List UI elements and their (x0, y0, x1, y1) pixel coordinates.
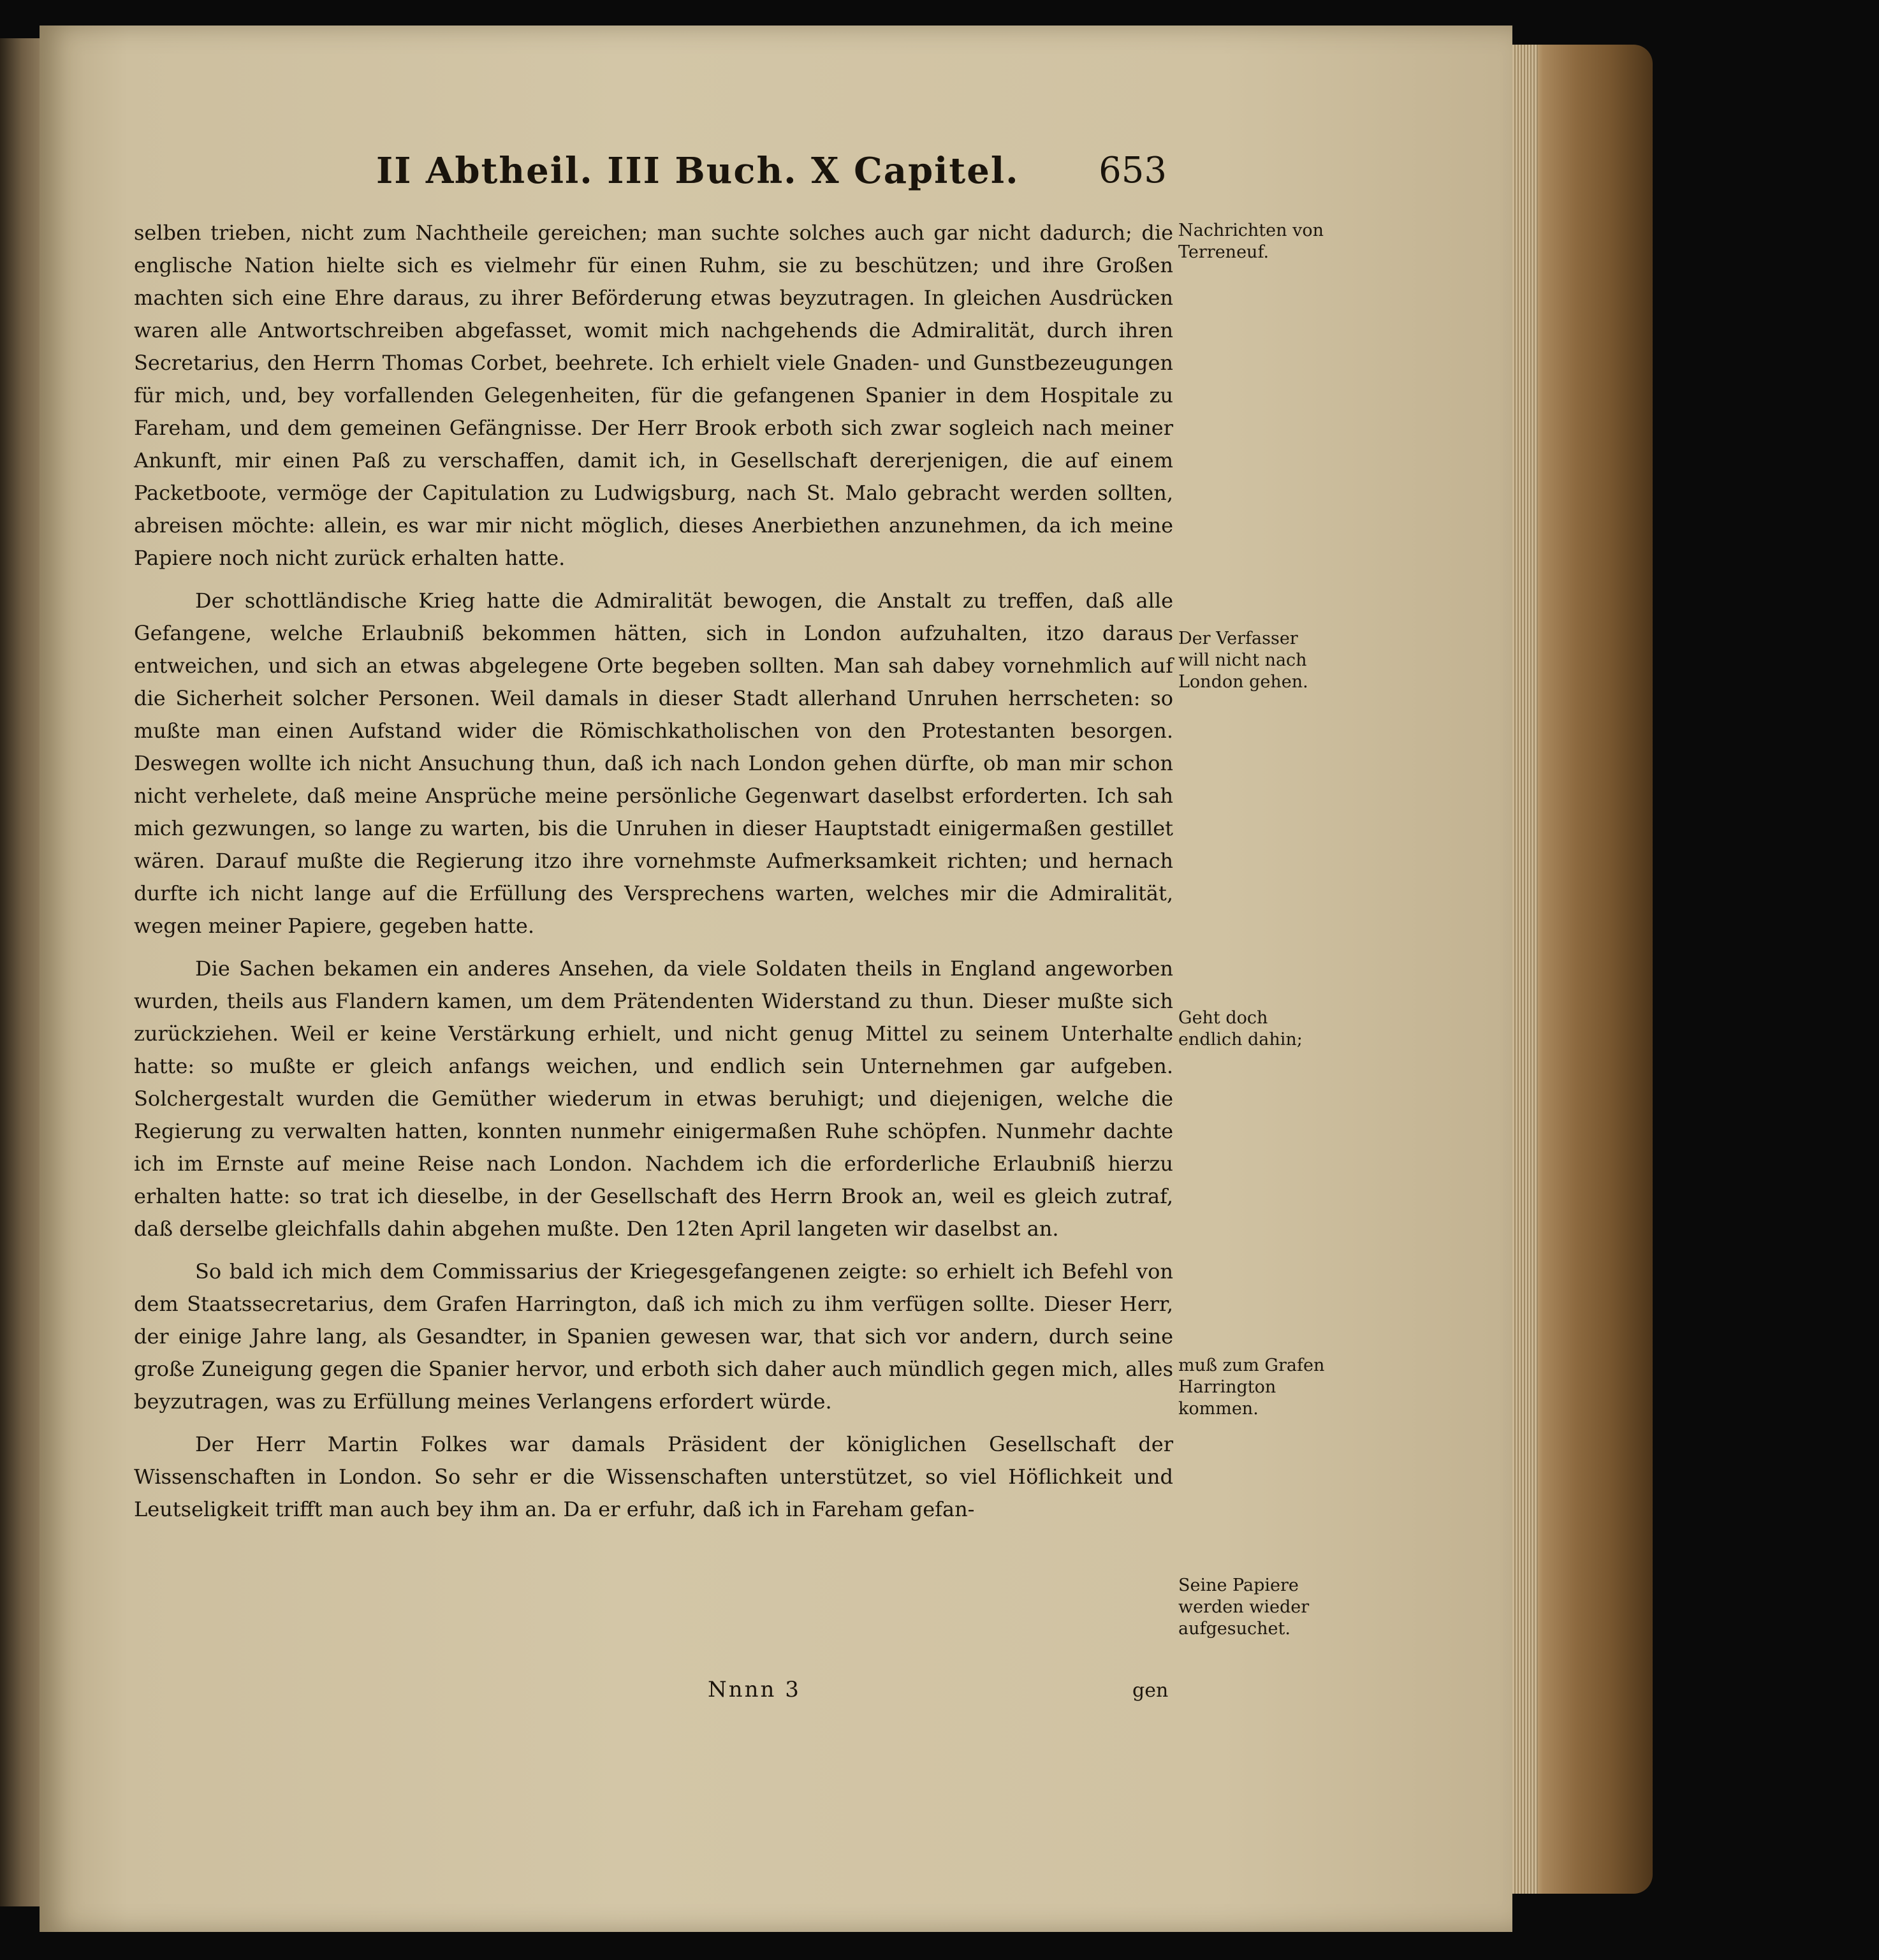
catchword: gen (1132, 1679, 1169, 1702)
margin-note: Seine Papiere werden wieder aufgesuchet. (1178, 1576, 1310, 1639)
paragraph: Der schottländische Krieg hatte die Admiralität bewogen, die Anstalt zu treffen, daß alle Gefangene, welche Erlaubniß bekommen hätten, sich in London aufzuhalten, itzo daraus entweichen, und sich an etwas abgelegene Orte begeben sollten. Man sah dabey vornehmlich auf die Sicherheit solcher Personen. Weil damals in dieser Stadt allerhand Unruhen herrscheten: so mußte man einen Aufstand wider die Römischkatholischen von den Protestanten besorgen. Deswegen wollte ich nicht Ansuchung thun, daß ich nach London gehen dürfte, ob man mir schon nicht verhelete, daß meine Ansprüche meine persönliche Gegenwart daselbst erforderten. Ich sah mich gezwungen, so lange zu warten, bis die Unruhen in dieser Hauptstadt einigermaßen gestillet wären. Darauf mußte die Regierung itzo ihre vornehmste Aufmerksamkeit richten; und hernach durfte ich nicht lange auf die Erfüllung des Versprechens warten, welches mir die Admiralität, wegen meiner Papiere, gegeben hatte. (134, 589, 1173, 938)
margin-note: Nachrichten von Terreneuf. (1178, 221, 1324, 262)
margin-note: Der Verfasser will nicht nach London gehen. (1178, 629, 1308, 692)
running-head: II Abtheil. III Buch. X Capitel. (376, 150, 1020, 192)
page-edges (1512, 45, 1538, 1894)
paragraph: Der Herr Martin Folkes war damals Präsident der königlichen Gesellschaft der Wissenschaften in London. So sehr er die Wissenschaften unterstützet, so viel Höflichkeit und Leutseligkeit trifft man auch bey ihm an. Da er erfuhr, daß ich in Fareham gefan- (134, 1432, 1173, 1521)
margin-note: muß zum Grafen Harrington kommen. (1178, 1356, 1325, 1419)
paragraph: selben trieben, nicht zum Nachtheile gereichen; man suchte solches auch gar nicht dadurch; die englische Nation hielte sich es vielmehr für einen Ruhm, sie zu beschützen; und ihre Großen machten sich eine Ehre daraus, zu ihrer Beförderung etwas beyzutragen. In gleichen Ausdrücken waren alle Antwortschreiben abgefasset, womit mich nachgehends die Admiralität, durch ihren Secretarius, den Herrn Thomas Corbet, beehrete. Ich erhielt viele Gnaden- und Gunstbezeugungen für mich, und, bey vorfallenden Gelegenheiten, für die gefangenen Spanier in dem Hospitale zu Fareham, und dem gemeinen Gefängnisse. Der Herr Brook erboth sich zwar sogleich nach meiner Ankunft, mir einen Paß zu verschaffen, damit ich, in Gesellschaft dererjenigen, die auf einem Packetboote, vermöge der Capitulation zu Ludwigsburg, nach St. Malo gebracht werden sollten, abreisen möchte: allein, es war mir nicht möglich, dieses Anerbiethen anzunehmen, da ich meine Papiere noch nicht zurück erhalten hatte. (134, 221, 1173, 570)
signature-mark: Nnnn 3 (708, 1677, 801, 1702)
margin-note: Geht doch endlich dahin; (1178, 1008, 1303, 1049)
facing-page-edge (0, 38, 40, 1906)
paragraph: Die Sachen bekamen ein anderes Ansehen, da viele Soldaten theils in England angeworben wurden, theils aus Flandern kamen, um dem Prätendenten Widerstand zu thun. Dieser mußte sich zurückziehen. Weil er keine Verstärkung erhielt, und nicht genug Mittel zu seinem Unterhalte hatte: so mußte er gleich anfangs weichen, und endlich sein Unternehmen gar aufgeben. Solchergestalt wurden die Gemüther wiederum in etwas beruhigt; und diejenigen, welche die Regierung zu verwalten hatten, konnten nunmehr einigermaßen Ruhe schöpfen. Nunmehr dachte ich im Ernste auf meine Reise nach London. Nachdem ich die erforderliche Erlaubniß hierzu erhalten hatte: so trat ich dieselbe, in der Gesellschaft des Herrn Brook an, weil es gleich zutraf, daß derselbe gleichfalls dahin abgehen mußte. Den 12ten April langeten wir daselbst an. (134, 956, 1173, 1241)
paragraph: So bald ich mich dem Commissarius der Kriegesgefangenen zeigte: so erhielt ich Befehl von dem Staatssecretarius, dem Grafen Harrington, daß ich mich zu ihm verfügen sollte. Dieser Herr, der einige Jahre lang, als Gesandter, in Spanien gewesen war, that sich vor andern, durch seine große Zuneigung gegen die Spanier hervor, und erboth sich daher auch mündlich gegen mich, alles beyzutragen, was zu Erfüllung meines Verlangens erfordert würde. (134, 1259, 1173, 1414)
body-text (134, 217, 1173, 1536)
page-number: 653 (1099, 150, 1167, 191)
page-header (376, 150, 1167, 201)
